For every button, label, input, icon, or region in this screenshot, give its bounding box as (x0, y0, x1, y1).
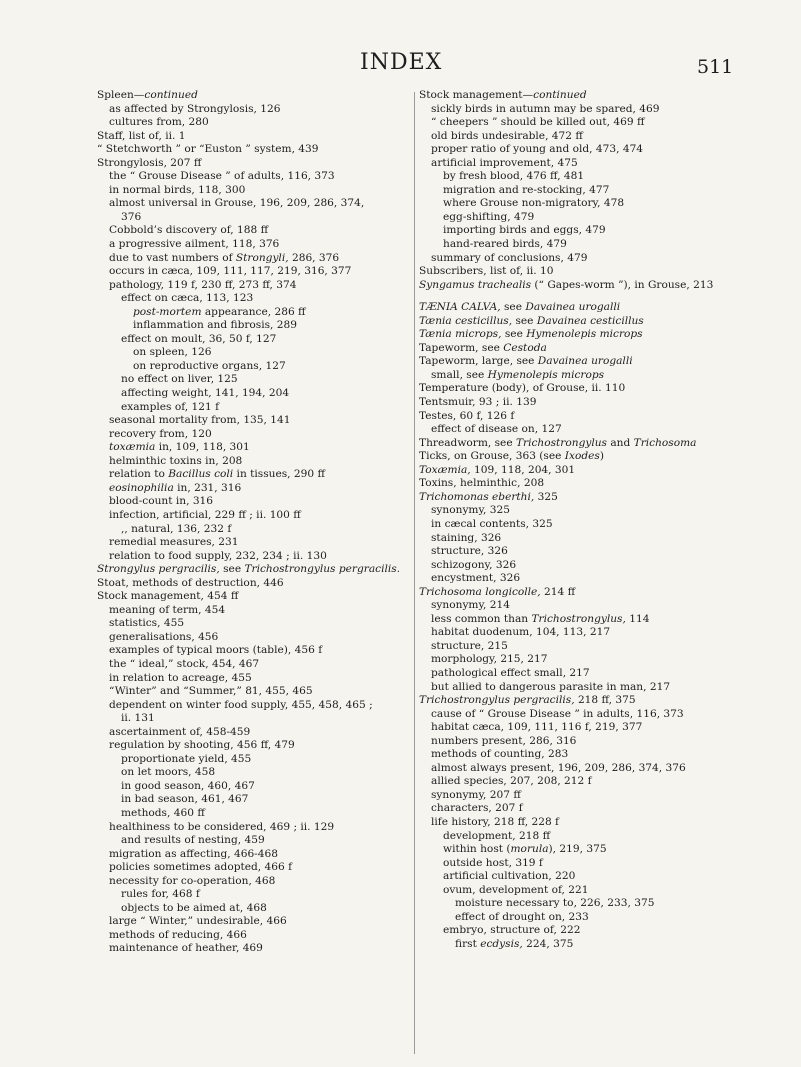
index-entry-text: methods, 460 ff (121, 806, 205, 819)
index-entry-text: ii. 131 (121, 712, 155, 725)
index-entry (419, 681, 764, 695)
index-entry-text: Tænia microps, (419, 328, 502, 341)
index-entry-text: the “ Grouse Disease ” of adults, 116, 373 (109, 170, 335, 183)
index-entry-text: where Grouse non-migratory, 478 (443, 197, 625, 210)
index-entry-text: regulation by shooting, 456 ff, 479 (109, 739, 295, 752)
index-entry (97, 699, 409, 713)
index-entry (419, 532, 764, 546)
index-entry-text: effect on moult, 36, 50 f, 127 (121, 332, 277, 345)
index-entry-text: objects to be aimed at, 468 (121, 901, 267, 914)
index-entry-text: blood-count in, 316 (109, 495, 214, 508)
index-entry (419, 802, 764, 816)
index-entry-text: encystment, 326 (431, 572, 521, 585)
index-entry-text: habitat duodenum, 104, 113, 217 (431, 626, 611, 639)
index-entry-text: large “ Winter,” undesirable, 466 (109, 915, 287, 928)
index-entry (419, 410, 764, 424)
index-entry-text: inflammation and fibrosis, 289 (133, 319, 298, 332)
index-entry-text: generalisations, 456 (109, 630, 219, 643)
index-entry (419, 315, 764, 329)
index-entry (419, 843, 764, 857)
index-entry (419, 545, 764, 559)
index-entry (419, 626, 764, 640)
index-entry (97, 604, 409, 618)
index-entry (97, 658, 409, 672)
index-entry-text: Tapeworm, see (419, 341, 504, 354)
index-entry-text: no effect on liver, 125 (121, 373, 238, 386)
page-number: 511 (697, 56, 734, 78)
index-entry-text: continued (144, 89, 198, 101)
index-entry-text: morula (510, 843, 549, 856)
index-entry-text: relation to food supply, 232, 234 ; ii. 130 (109, 549, 327, 562)
index-entry (97, 726, 409, 740)
index-entry-text: Davainea urogalli (537, 355, 633, 368)
index-entry-text: eosinophilia (109, 481, 174, 494)
index-entry-text: outside host, 319 f (443, 856, 543, 869)
index-entry (419, 789, 764, 803)
index-entry (419, 116, 764, 130)
index-entry (419, 197, 764, 211)
index-entry-text: effect of drought on, 233 (455, 910, 589, 923)
index-entry (97, 157, 409, 171)
index-entry-text: ovum, development of, 221 (443, 883, 589, 896)
index-entry-text: and results of nesting, 459 (121, 834, 265, 847)
index-entry (97, 306, 409, 320)
index-entry-text: but allied to dangerous parasite in man, 217 (431, 680, 671, 693)
index-entry-text: schizogony, 326 (431, 558, 517, 571)
index-entry (97, 279, 409, 293)
index-entry-text: Tænia cesticillus, (419, 314, 513, 327)
index-entry-text: see (501, 328, 527, 341)
index-entry (419, 211, 764, 225)
index-entry (97, 428, 409, 442)
index-entry-text: migration and re-stocking, 477 (443, 183, 610, 196)
index-entry (97, 644, 409, 658)
index-entry (97, 224, 409, 238)
index-entry-text: Syngamus trachealis (419, 278, 532, 291)
index-entry (97, 902, 409, 916)
index-entry (97, 509, 409, 523)
index-entry-text: effect of disease on, 127 (431, 423, 562, 436)
index-entry-text: occurs in cæca, 109, 111, 117, 219, 316, 377 (109, 265, 352, 278)
index-entry (419, 857, 764, 871)
index-entry-text: methods of counting, 283 (431, 748, 569, 761)
index-entry-text: Toxæmia, (419, 463, 471, 476)
index-entry-text: TÆNIA CALVA, (419, 301, 501, 314)
index-entry (419, 157, 764, 171)
index-entry-text: in cæcal contents, 325 (431, 517, 553, 530)
index-entry (419, 450, 764, 464)
index-entry-text: synonymy, 207 ff (431, 788, 521, 801)
index-entry (97, 455, 409, 469)
index-entry-text: rules for, 468 f (121, 888, 200, 901)
index-entry (419, 938, 764, 952)
index-entry (419, 437, 764, 451)
index-entry (419, 89, 764, 103)
page-header (0, 50, 801, 80)
index-entry-text: synonymy, 325 (431, 504, 511, 517)
index-entry-text: egg-shifting, 479 (443, 210, 535, 223)
index-column-left (97, 89, 409, 956)
index-entry-text: ascertainment of, 458-459 (109, 725, 251, 738)
page-title: INDEX (360, 50, 443, 75)
index-entry (419, 504, 764, 518)
index-entry-text: embryo, structure of, 222 (443, 924, 581, 937)
index-entry-text: Davainea cesticillus (536, 314, 644, 327)
index-entry (419, 924, 764, 938)
index-entry (419, 708, 764, 722)
index-entry (97, 753, 409, 767)
index-entry-text: ), 219, 375 (548, 843, 607, 856)
index-entry-text: migration as affecting, 466-468 (109, 847, 278, 860)
index-entry (419, 328, 764, 342)
index-entry-text: habitat cæca, 109, 111, 116 f, 219, 377 (431, 721, 643, 734)
index-entry-text: due to vast numbers of (109, 251, 236, 264)
index-entry (419, 640, 764, 654)
index-entry-text: ) (599, 450, 604, 463)
index-entry-text: recovery from, 120 (109, 427, 212, 440)
index-entry-text: in good season, 460, 467 (121, 779, 255, 792)
index-entry-text: Cestoda (503, 341, 547, 354)
index-entry-text: continued (533, 89, 587, 101)
index-entry (97, 712, 409, 726)
index-entry-text: summary of conclusions, 479 (431, 251, 588, 264)
index-entry-text: allied species, 207, 208, 212 f (431, 775, 592, 788)
index-entry (419, 279, 764, 293)
index-entry (97, 929, 409, 943)
index-entry-text: Hymenolepis microps (487, 368, 605, 381)
index-column-right (419, 89, 764, 951)
index-entry-text: Cobbold’s discovery of, 188 ff (109, 224, 269, 237)
index-entry (419, 170, 764, 184)
index-entry-text: less common than (431, 612, 532, 625)
index-entry-text: life history, 218 ff, 228 f (431, 815, 559, 828)
index-entry (97, 143, 409, 157)
index-entry-text: and (606, 436, 634, 449)
index-entry-text: on let moors, 458 (121, 766, 216, 779)
index-entry-text: ,, natural, 136, 232 f (121, 522, 232, 535)
index-entry (419, 369, 764, 383)
index-entry-text: structure, 215 (431, 639, 508, 652)
index-entry (97, 170, 409, 184)
index-entry-text: examples of, 121 f (121, 400, 220, 413)
index-entry-text: policies sometimes adopted, 466 f (109, 861, 293, 874)
index-entry-text: Tapeworm, large, see (419, 355, 538, 368)
index-entry-text: a progressive ailment, 118, 376 (109, 238, 280, 251)
index-entry (419, 423, 764, 437)
index-entry (97, 360, 409, 374)
index-entry-text: artificial cultivation, 220 (443, 870, 576, 883)
index-entry-text: Ticks, on Grouse, 363 (see (419, 450, 565, 463)
index-entry-text: old birds undesirable, 472 ff (431, 129, 583, 142)
index-entry (419, 464, 764, 478)
index-entry (419, 342, 764, 356)
index-entry (97, 942, 409, 956)
section-gap (419, 292, 764, 301)
index-entry (97, 238, 409, 252)
index-entry-text: meaning of term, 454 (109, 603, 226, 616)
index-entry-text: by fresh blood, 476 ff, 481 (443, 170, 585, 183)
index-entry (419, 830, 764, 844)
index-entry-text: Stock management, 454 ff (97, 590, 239, 603)
index-entry-text: in relation to acreage, 455 (109, 671, 252, 684)
index-entry-text: small, see (431, 368, 488, 381)
index-entry (97, 373, 409, 387)
index-entry (97, 319, 409, 333)
index-entry (97, 103, 409, 117)
index-entry (97, 888, 409, 902)
index-entry-text: Strongyli, (235, 251, 289, 264)
index-entry (419, 897, 764, 911)
index-entry (419, 613, 764, 627)
index-entry-text: numbers present, 286, 316 (431, 734, 577, 747)
index-entry-text: Stock management— (419, 89, 534, 101)
index-entry-text: pathological effect small, 217 (431, 666, 590, 679)
index-entry-text: Trichomonas eberthi, (419, 490, 535, 503)
index-entry (97, 401, 409, 415)
index-entry (419, 586, 764, 600)
index-entry-text: dependent on winter food supply, 455, 458, 465 ; (109, 698, 373, 711)
index-entry (419, 870, 764, 884)
index-entry-text: 224, 375 (522, 937, 574, 950)
index-entry-text: Subscribers, list of, ii. 10 (419, 265, 554, 278)
index-entry-text: appearance, 286 ff (201, 305, 306, 318)
index-entry (97, 915, 409, 929)
index-entry (419, 130, 764, 144)
index-entry (97, 793, 409, 807)
index-entry (419, 721, 764, 735)
index-entry (419, 653, 764, 667)
index-entry-text: structure, 326 (431, 545, 508, 558)
index-entry-text: the “ ideal,” stock, 454, 467 (109, 657, 260, 670)
index-entry-text: development, 218 ff (443, 829, 551, 842)
index-entry-text: Trichostrongylus (515, 436, 607, 449)
index-entry-text: staining, 326 (431, 531, 502, 544)
index-entry-text: (“ Gapes-worm ”), in Grouse, 213 (531, 278, 714, 291)
index-entry (97, 631, 409, 645)
index-entry-text: 286, 376 (288, 251, 340, 264)
index-entry (97, 130, 409, 144)
index-entry-text: “Winter” and “Summer,” 81, 455, 465 (109, 685, 313, 698)
index-entry (97, 550, 409, 564)
index-entry (97, 577, 409, 591)
index-entry-text: Trichostrongylus, (531, 612, 626, 625)
index-entry-text: 214 ff (540, 585, 576, 598)
index-entry (419, 491, 764, 505)
index-entry-text: Trichosoma longicolle, (419, 585, 541, 598)
index-entry-text: see (512, 314, 537, 327)
index-entry-text: Trichostrongylus pergracilis. (244, 563, 401, 576)
index-entry (97, 252, 409, 266)
index-entry (97, 807, 409, 821)
index-entry (97, 333, 409, 347)
index-entry (419, 103, 764, 117)
index-entry-text: Toxins, helminthic, 208 (419, 477, 545, 490)
index-entry (419, 816, 764, 830)
index-entry (97, 89, 409, 103)
index-entry-text: on reproductive organs, 127 (133, 359, 286, 372)
index-entry (419, 559, 764, 573)
index-entry (97, 821, 409, 835)
index-entry-text: artificial improvement, 475 (431, 156, 578, 169)
index-entry-text: Trichosoma (633, 436, 697, 449)
index-entry-text: toxæmia (109, 441, 156, 454)
index-entry-text: 218 ff, 375 (574, 694, 636, 707)
index-entry (419, 396, 764, 410)
index-entry-text: cultures from, 280 (109, 116, 209, 129)
index-entry (419, 355, 764, 369)
index-entry (419, 184, 764, 198)
index-entry-text: in bad season, 461, 467 (121, 793, 249, 806)
index-entry (419, 477, 764, 491)
index-entry-text: as affected by Strongylosis, 126 (109, 102, 281, 115)
index-entry (97, 739, 409, 753)
index-entry-text: Ixodes (564, 450, 600, 463)
index-entry (97, 211, 409, 225)
index-entry (97, 780, 409, 794)
index-entry (419, 775, 764, 789)
index-entry (97, 482, 409, 496)
index-entry-text: importing birds and eggs, 479 (443, 224, 606, 237)
index-entry (97, 265, 409, 279)
index-entry-text: Spleen— (97, 89, 145, 101)
index-entry (97, 861, 409, 875)
index-entry (97, 197, 409, 211)
index-entry (97, 116, 409, 130)
index-entry-text: in, 231, 316 (173, 481, 242, 494)
index-entry-text: pathology, 119 f, 230 ff, 273 ff, 374 (109, 278, 297, 291)
index-entry (97, 834, 409, 848)
index-entry-text: in tissues, 290 ff (233, 468, 326, 481)
index-entry (419, 911, 764, 925)
index-entry-text: in, 109, 118, 301 (155, 441, 250, 454)
index-entry (97, 468, 409, 482)
index-entry-text: Threadworm, see (419, 436, 516, 449)
index-entry (97, 617, 409, 631)
index-entry-text: maintenance of heather, 469 (109, 942, 263, 955)
index-entry-text: post-mortem (133, 305, 202, 318)
index-entry (97, 414, 409, 428)
index-entry-text: Temperature (body), of Grouse, ii. 110 (419, 382, 626, 395)
index-entry-text: 109, 118, 204, 301 (470, 463, 576, 476)
index-entry (419, 224, 764, 238)
index-entry-text: in normal birds, 118, 300 (109, 183, 246, 196)
index-entry-text: cause of “ Grouse Disease ” in adults, 116, 373 (431, 707, 684, 720)
index-entry-text: Strongylosis, 207 ff (97, 156, 202, 169)
index-entry-text: 376 (121, 210, 142, 223)
index-entry-text: almost universal in Grouse, 196, 209, 286, 374, (109, 197, 365, 210)
index-entry-text: affecting weight, 141, 194, 204 (121, 387, 290, 400)
index-entry-text: within host ( (443, 843, 511, 856)
index-entry (97, 685, 409, 699)
index-entry (419, 265, 764, 279)
index-entry-text: 114 (625, 612, 650, 625)
index-entry (419, 599, 764, 613)
index-entry-text: seasonal mortality from, 135, 141 (109, 414, 291, 427)
index-entry (419, 518, 764, 532)
index-entry-text: helminthic toxins in, 208 (109, 454, 243, 467)
index-entry-text: characters, 207 f (431, 802, 523, 815)
index-entry-text: see (500, 301, 526, 314)
index-entry-text: healthiness to be considered, 469 ; ii. 129 (109, 820, 335, 833)
index-entry (419, 667, 764, 681)
index-entry (419, 252, 764, 266)
index-entry (97, 875, 409, 889)
index-entry (97, 523, 409, 537)
index-entry-text: see (219, 563, 245, 576)
index-entry-text: “ Stetchworth ” or “Euston ” system, 439 (97, 143, 319, 156)
index-entry-text: Hymenolepis microps (526, 328, 643, 341)
index-entry (419, 143, 764, 157)
index-entry (97, 590, 409, 604)
index-entry-text: synonymy, 214 (431, 599, 511, 612)
index-entry-text: Trichostrongylus pergracilis, (419, 694, 575, 707)
index-entry-text: Tentsmuir, 93 ; ii. 139 (419, 396, 537, 409)
index-entry (97, 495, 409, 509)
index-entry-text: 325 (534, 490, 558, 503)
index-entry (419, 301, 764, 315)
index-entry-text: Strongylus pergracilis, (97, 563, 220, 576)
index-entry-text: methods of reducing, 466 (109, 928, 247, 941)
index-entry (419, 238, 764, 252)
index-entry (97, 292, 409, 306)
index-entry (97, 387, 409, 401)
index-entry-text: ecdysis, (480, 937, 523, 950)
index-entry-text: proper ratio of young and old, 473, 474 (431, 143, 644, 156)
index-entry (97, 346, 409, 360)
index-entry (97, 672, 409, 686)
index-entry (419, 694, 764, 708)
index-entry-text: sickly birds in autumn may be spared, 469 (431, 102, 660, 115)
index-entry (97, 184, 409, 198)
index-entry-text: Testes, 60 f, 126 f (419, 409, 515, 422)
index-entry-text: examples of typical moors (table), 456 f (109, 644, 323, 657)
index-entry-text: Staff, list of, ii. 1 (97, 129, 186, 142)
index-entry-text: statistics, 455 (109, 617, 185, 630)
index-entry-text: first (455, 937, 481, 950)
column-divider (414, 92, 415, 1054)
index-entry-text: effect on cæca, 113, 123 (121, 292, 254, 305)
index-entry (419, 884, 764, 898)
index-entry (419, 572, 764, 586)
index-entry (419, 762, 764, 776)
index-entry-text: remedial measures, 231 (109, 536, 239, 549)
index-entry-text: Davainea urogalli (525, 301, 621, 314)
index-entry-text: Bacillus coli (168, 468, 234, 481)
index-entry-text: infection, artificial, 229 ff ; ii. 100 ff (109, 508, 301, 521)
index-entry (419, 382, 764, 396)
index-entry-text: “ cheepers ” should be killed out, 469 ff (431, 116, 645, 129)
index-entry (97, 848, 409, 862)
index-entry-text: necessity for co-operation, 468 (109, 874, 276, 887)
index-entry-text: on spleen, 126 (133, 346, 212, 359)
index-entry-text: almost always present, 196, 209, 286, 374, 376 (431, 761, 686, 774)
index-entry-text: hand-reared birds, 479 (443, 238, 567, 251)
index-entry (419, 748, 764, 762)
index-entry-text: moisture necessary to, 226, 233, 375 (455, 897, 655, 910)
index-entry-text: Stoat, methods of destruction, 446 (97, 576, 284, 589)
index-entry (97, 766, 409, 780)
index-entry (97, 441, 409, 455)
index-entry (97, 536, 409, 550)
index-entry-text: relation to (109, 468, 169, 481)
index-entry-text: morphology, 215, 217 (431, 653, 548, 666)
index-entry-text: proportionate yield, 455 (121, 752, 252, 765)
index-entry (419, 735, 764, 749)
index-entry (97, 563, 409, 577)
